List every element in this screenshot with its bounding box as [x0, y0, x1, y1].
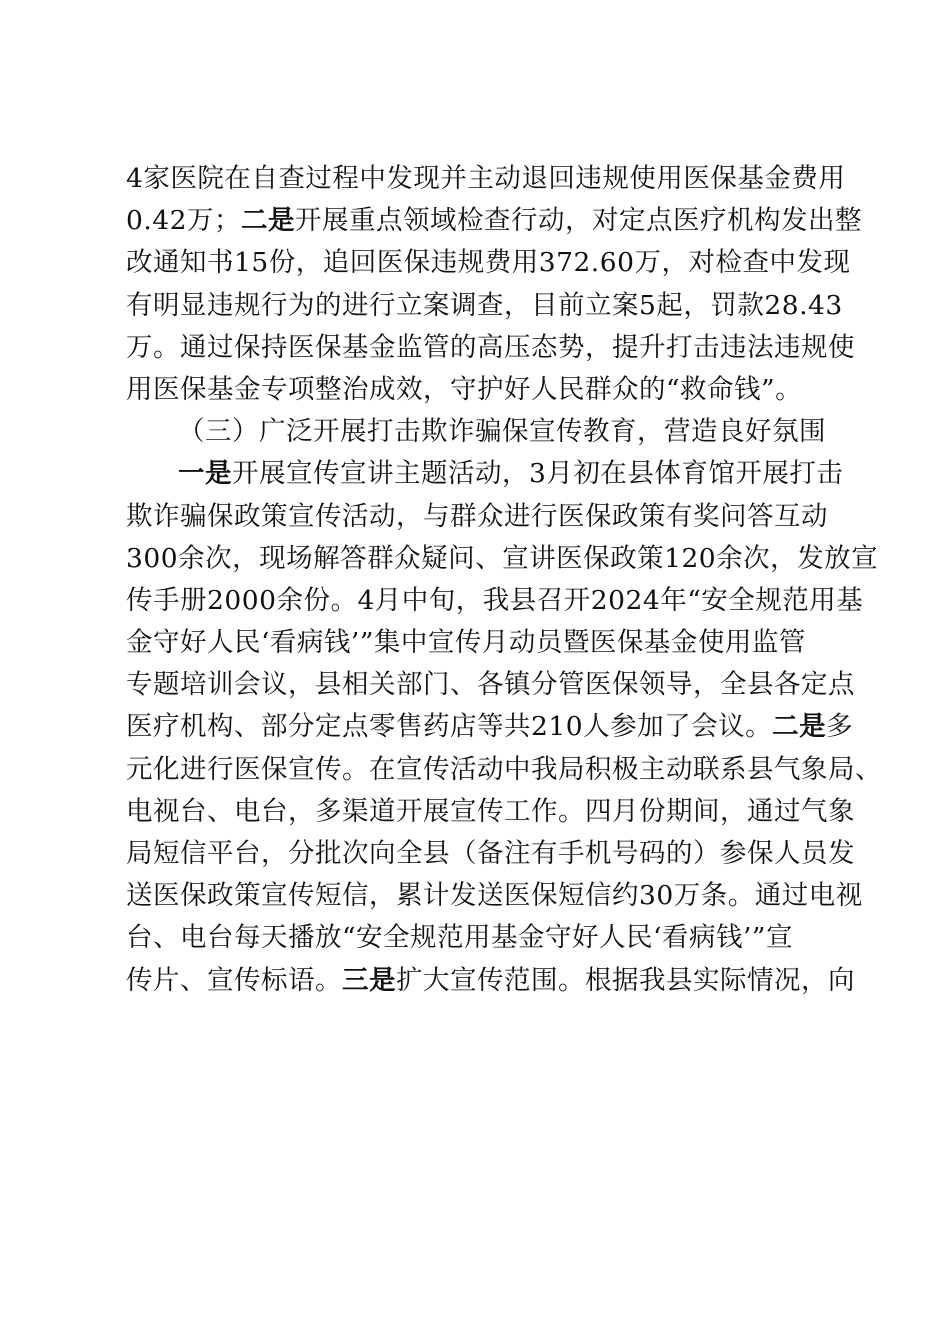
paragraph-2-line-13-end: 扩大宣传范围。根据我县实际情况，向 — [396, 964, 855, 996]
paragraph-2-line-13-text: 传片、宣传标语。 — [126, 964, 342, 996]
lead-phrase-san-shi: 三是 — [342, 964, 396, 996]
lead-phrase-yi-shi: 一是 — [178, 458, 232, 490]
paragraph-2-line-7-end: 多 — [826, 711, 854, 743]
paragraph-2-line-12: 台、电台每天播放“安全规范用基金守好人民‘看病钱’”宣 — [126, 922, 793, 954]
paragraph-2-line-13 — [126, 960, 855, 1002]
paragraph-1-line-2-start: 0.42万； — [126, 205, 242, 237]
paragraph-2-line-2: 欺诈骗保政策宣传活动，与群众进行医保政策有奖问答互动 — [126, 500, 828, 532]
paragraph-1-line-2-end: 开展重点领域检查行动，对定点医疗机构发出整 — [295, 205, 863, 237]
paragraph-1-line-1: 4家医院在自查过程中发现并主动退回违规使用医保基金费用 — [126, 163, 846, 194]
paragraph-2-line-3: 300余次，现场解答群众疑问、宣讲医保政策120余次，发放宣 — [126, 542, 879, 574]
lead-phrase-er-shi-2: 二是 — [772, 711, 827, 743]
paragraph-1-line-6: 用医保基金专项整治成效，守护好人民群众的“救命钱”。 — [126, 373, 803, 405]
lead-phrase-er-shi: 二是 — [241, 205, 296, 237]
section-heading: （三）广泛开展打击欺诈骗保宣传教育，营造良好氛围 — [178, 416, 826, 448]
paragraph-2-line-6: 专题培训会议，县相关部门、各镇分管医保领导，全县各定点 — [126, 669, 855, 701]
paragraph-2-line-4: 传手册2000余份。4月中旬，我县召开2024年“安全规范用基 — [126, 584, 864, 616]
paragraph-2-line-11: 送医保政策宣传短信，累计发送医保短信约30万条。通过电视 — [126, 880, 863, 912]
paragraph-1-line-3: 改通知书15份，追回医保违规费用372.60万，对检查中发现 — [126, 247, 851, 279]
paragraph-2-line-1-text: 开展宣传宣讲主题活动，3月初在县体育馆开展打击 — [232, 458, 844, 490]
paragraph-1-line-5: 万。通过保持医保基金监管的高压态势，提升打击违法违规使 — [126, 331, 855, 363]
document-body — [126, 158, 882, 1002]
paragraph-2-line-9: 电视台、电台，多渠道开展宣传工作。四月份期间，通过气象 — [126, 795, 855, 827]
paragraph-2-line-7-text: 医疗机构、部分定点零售药店等共210人参加了会议。 — [126, 711, 773, 743]
paragraph-1-line-4: 有明显违规行为的进行立案调查，目前立案5起，罚款28.43 — [126, 289, 843, 321]
paragraph-2-line-1 — [126, 453, 844, 495]
paragraph-2-line-7 — [126, 706, 854, 748]
paragraph-2-line-10: 局短信平台，分批次向全县（备注有手机号码的）参保人员发 — [126, 838, 855, 869]
paragraph-2-line-8: 元化进行医保宣传。在宣传活动中我局积极主动联系县气象局、 — [126, 753, 882, 785]
paragraph-1-line-2 — [126, 200, 863, 242]
paragraph-2-line-5: 金守好人民‘看病钱’”集中宣传月动员暨医保基金使用监管 — [126, 627, 806, 659]
